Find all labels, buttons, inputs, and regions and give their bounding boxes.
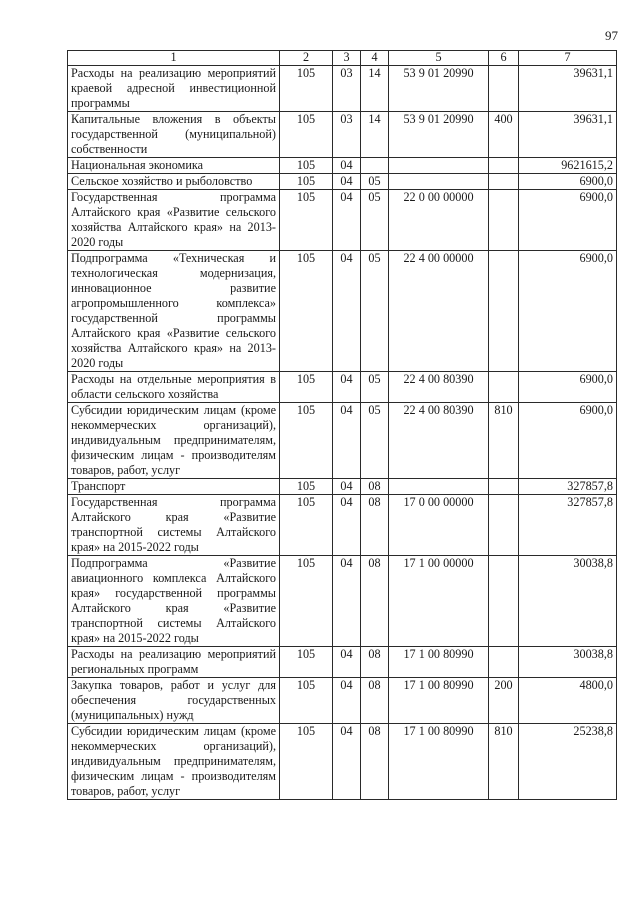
expense-type-cell — [489, 251, 519, 372]
table-row — [68, 647, 617, 678]
amount-cell: 9621615,2 — [519, 158, 617, 174]
expense-type-cell — [489, 372, 519, 403]
item-name-cell: Расходы на реализацию мероприятий региональных программ — [68, 647, 280, 678]
subsection-code-cell: 05 — [361, 372, 389, 403]
admin-code-cell: 105 — [280, 112, 333, 158]
item-name-cell: Подпрограмма «Развитие авиационного комплекса Алтайского края» государственной программы Алтайского края «Развитие транспортной системы Алтайского края» на 2015-2022 годы — [68, 556, 280, 647]
target-article-cell — [389, 479, 489, 495]
subsection-code-cell: 14 — [361, 66, 389, 112]
table-row — [68, 174, 617, 190]
subsection-code-cell: 14 — [361, 112, 389, 158]
budget-table — [67, 50, 617, 800]
target-article-cell: 17 1 00 80990 — [389, 724, 489, 800]
column-number: 3 — [333, 51, 361, 66]
table-row — [68, 724, 617, 800]
table-row — [68, 112, 617, 158]
section-code-cell: 04 — [333, 556, 361, 647]
amount-cell: 327857,8 — [519, 479, 617, 495]
section-code-cell: 04 — [333, 479, 361, 495]
item-name-cell: Закупка товаров, работ и услуг для обеспечения государственных (муниципальных) нужд — [68, 678, 280, 724]
section-code-cell: 04 — [333, 403, 361, 479]
section-code-cell: 04 — [333, 372, 361, 403]
item-name-cell: Расходы на отдельные мероприятия в области сельского хозяйства — [68, 372, 280, 403]
target-article-cell: 22 4 00 80390 — [389, 403, 489, 479]
section-code-cell: 04 — [333, 495, 361, 556]
target-article-cell: 17 1 00 80990 — [389, 678, 489, 724]
item-name-cell: Расходы на реализацию мероприятий краевой адресной инвестиционной программы — [68, 66, 280, 112]
item-name-cell: Субсидии юридическим лицам (кроме некоммерческих организаций), индивидуальным предпринимателям, физическим лицам - производителям товаров, работ, услуг — [68, 403, 280, 479]
admin-code-cell: 105 — [280, 158, 333, 174]
amount-cell: 6900,0 — [519, 174, 617, 190]
section-code-cell: 03 — [333, 66, 361, 112]
column-number: 4 — [361, 51, 389, 66]
subsection-code-cell: 08 — [361, 647, 389, 678]
expense-type-cell: 810 — [489, 724, 519, 800]
item-name-cell: Капитальные вложения в объекты государственной (муниципальной) собственности — [68, 112, 280, 158]
page-number: 97 — [605, 28, 618, 43]
column-number: 5 — [389, 51, 489, 66]
subsection-code-cell: 05 — [361, 403, 389, 479]
table-row — [68, 251, 617, 372]
section-code-cell: 04 — [333, 647, 361, 678]
amount-cell: 30038,8 — [519, 556, 617, 647]
expense-type-cell — [489, 479, 519, 495]
item-name-cell: Государственная программа Алтайского края «Развитие транспортной системы Алтайского края» на 2015-2022 годы — [68, 495, 280, 556]
expense-type-cell — [489, 66, 519, 112]
section-code-cell: 03 — [333, 112, 361, 158]
item-name-cell: Субсидии юридическим лицам (кроме некоммерческих организаций), индивидуальным предпринимателям, физическим лицам - производителям товаров, работ, услуг — [68, 724, 280, 800]
table-row — [68, 479, 617, 495]
expense-type-cell — [489, 158, 519, 174]
column-number: 1 — [68, 51, 280, 66]
target-article-cell: 17 1 00 80990 — [389, 647, 489, 678]
amount-cell: 6900,0 — [519, 251, 617, 372]
admin-code-cell: 105 — [280, 724, 333, 800]
expense-type-cell — [489, 190, 519, 251]
table-row — [68, 372, 617, 403]
item-name-cell: Государственная программа Алтайского края «Развитие сельского хозяйства Алтайского края» на 2013-2020 годы — [68, 190, 280, 251]
amount-cell: 30038,8 — [519, 647, 617, 678]
amount-cell: 4800,0 — [519, 678, 617, 724]
admin-code-cell: 105 — [280, 647, 333, 678]
column-number-row — [68, 51, 617, 66]
admin-code-cell: 105 — [280, 479, 333, 495]
expense-type-cell: 200 — [489, 678, 519, 724]
table-row — [68, 66, 617, 112]
admin-code-cell: 105 — [280, 251, 333, 372]
expense-type-cell: 810 — [489, 403, 519, 479]
section-code-cell: 04 — [333, 190, 361, 251]
subsection-code-cell — [361, 158, 389, 174]
admin-code-cell: 105 — [280, 66, 333, 112]
subsection-code-cell: 05 — [361, 174, 389, 190]
amount-cell: 39631,1 — [519, 112, 617, 158]
table-row — [68, 556, 617, 647]
subsection-code-cell: 08 — [361, 556, 389, 647]
column-number: 6 — [489, 51, 519, 66]
expense-type-cell — [489, 556, 519, 647]
target-article-cell: 22 4 00 00000 — [389, 251, 489, 372]
target-article-cell: 22 4 00 80390 — [389, 372, 489, 403]
subsection-code-cell: 08 — [361, 678, 389, 724]
amount-cell: 6900,0 — [519, 190, 617, 251]
target-article-cell — [389, 158, 489, 174]
section-code-cell: 04 — [333, 174, 361, 190]
admin-code-cell: 105 — [280, 678, 333, 724]
target-article-cell: 17 1 00 00000 — [389, 556, 489, 647]
table-row — [68, 495, 617, 556]
table-row — [68, 678, 617, 724]
admin-code-cell: 105 — [280, 495, 333, 556]
column-number: 7 — [519, 51, 617, 66]
section-code-cell: 04 — [333, 251, 361, 372]
amount-cell: 25238,8 — [519, 724, 617, 800]
subsection-code-cell: 05 — [361, 251, 389, 372]
expense-type-cell — [489, 495, 519, 556]
subsection-code-cell: 08 — [361, 724, 389, 800]
expense-type-cell — [489, 174, 519, 190]
expense-type-cell: 400 — [489, 112, 519, 158]
table-row — [68, 158, 617, 174]
amount-cell: 327857,8 — [519, 495, 617, 556]
section-code-cell: 04 — [333, 678, 361, 724]
table-row — [68, 403, 617, 479]
target-article-cell: 17 0 00 00000 — [389, 495, 489, 556]
amount-cell: 6900,0 — [519, 372, 617, 403]
amount-cell: 6900,0 — [519, 403, 617, 479]
table-row — [68, 190, 617, 251]
amount-cell: 39631,1 — [519, 66, 617, 112]
target-article-cell — [389, 174, 489, 190]
target-article-cell: 53 9 01 20990 — [389, 66, 489, 112]
item-name-cell: Подпрограмма «Техническая и технологическая модернизация, инновационное развитие агропромышленного комплекса» государственной программы Алтайского края «Развитие сельского хозяйства Алтайского края» на 2013-2020 годы — [68, 251, 280, 372]
column-number: 2 — [280, 51, 333, 66]
expense-type-cell — [489, 647, 519, 678]
admin-code-cell: 105 — [280, 556, 333, 647]
section-code-cell: 04 — [333, 724, 361, 800]
item-name-cell: Транспорт — [68, 479, 280, 495]
subsection-code-cell: 05 — [361, 190, 389, 251]
admin-code-cell: 105 — [280, 174, 333, 190]
admin-code-cell: 105 — [280, 403, 333, 479]
target-article-cell: 53 9 01 20990 — [389, 112, 489, 158]
admin-code-cell: 105 — [280, 190, 333, 251]
admin-code-cell: 105 — [280, 372, 333, 403]
target-article-cell: 22 0 00 00000 — [389, 190, 489, 251]
section-code-cell: 04 — [333, 158, 361, 174]
item-name-cell: Национальная экономика — [68, 158, 280, 174]
item-name-cell: Сельское хозяйство и рыболовство — [68, 174, 280, 190]
subsection-code-cell: 08 — [361, 479, 389, 495]
subsection-code-cell: 08 — [361, 495, 389, 556]
